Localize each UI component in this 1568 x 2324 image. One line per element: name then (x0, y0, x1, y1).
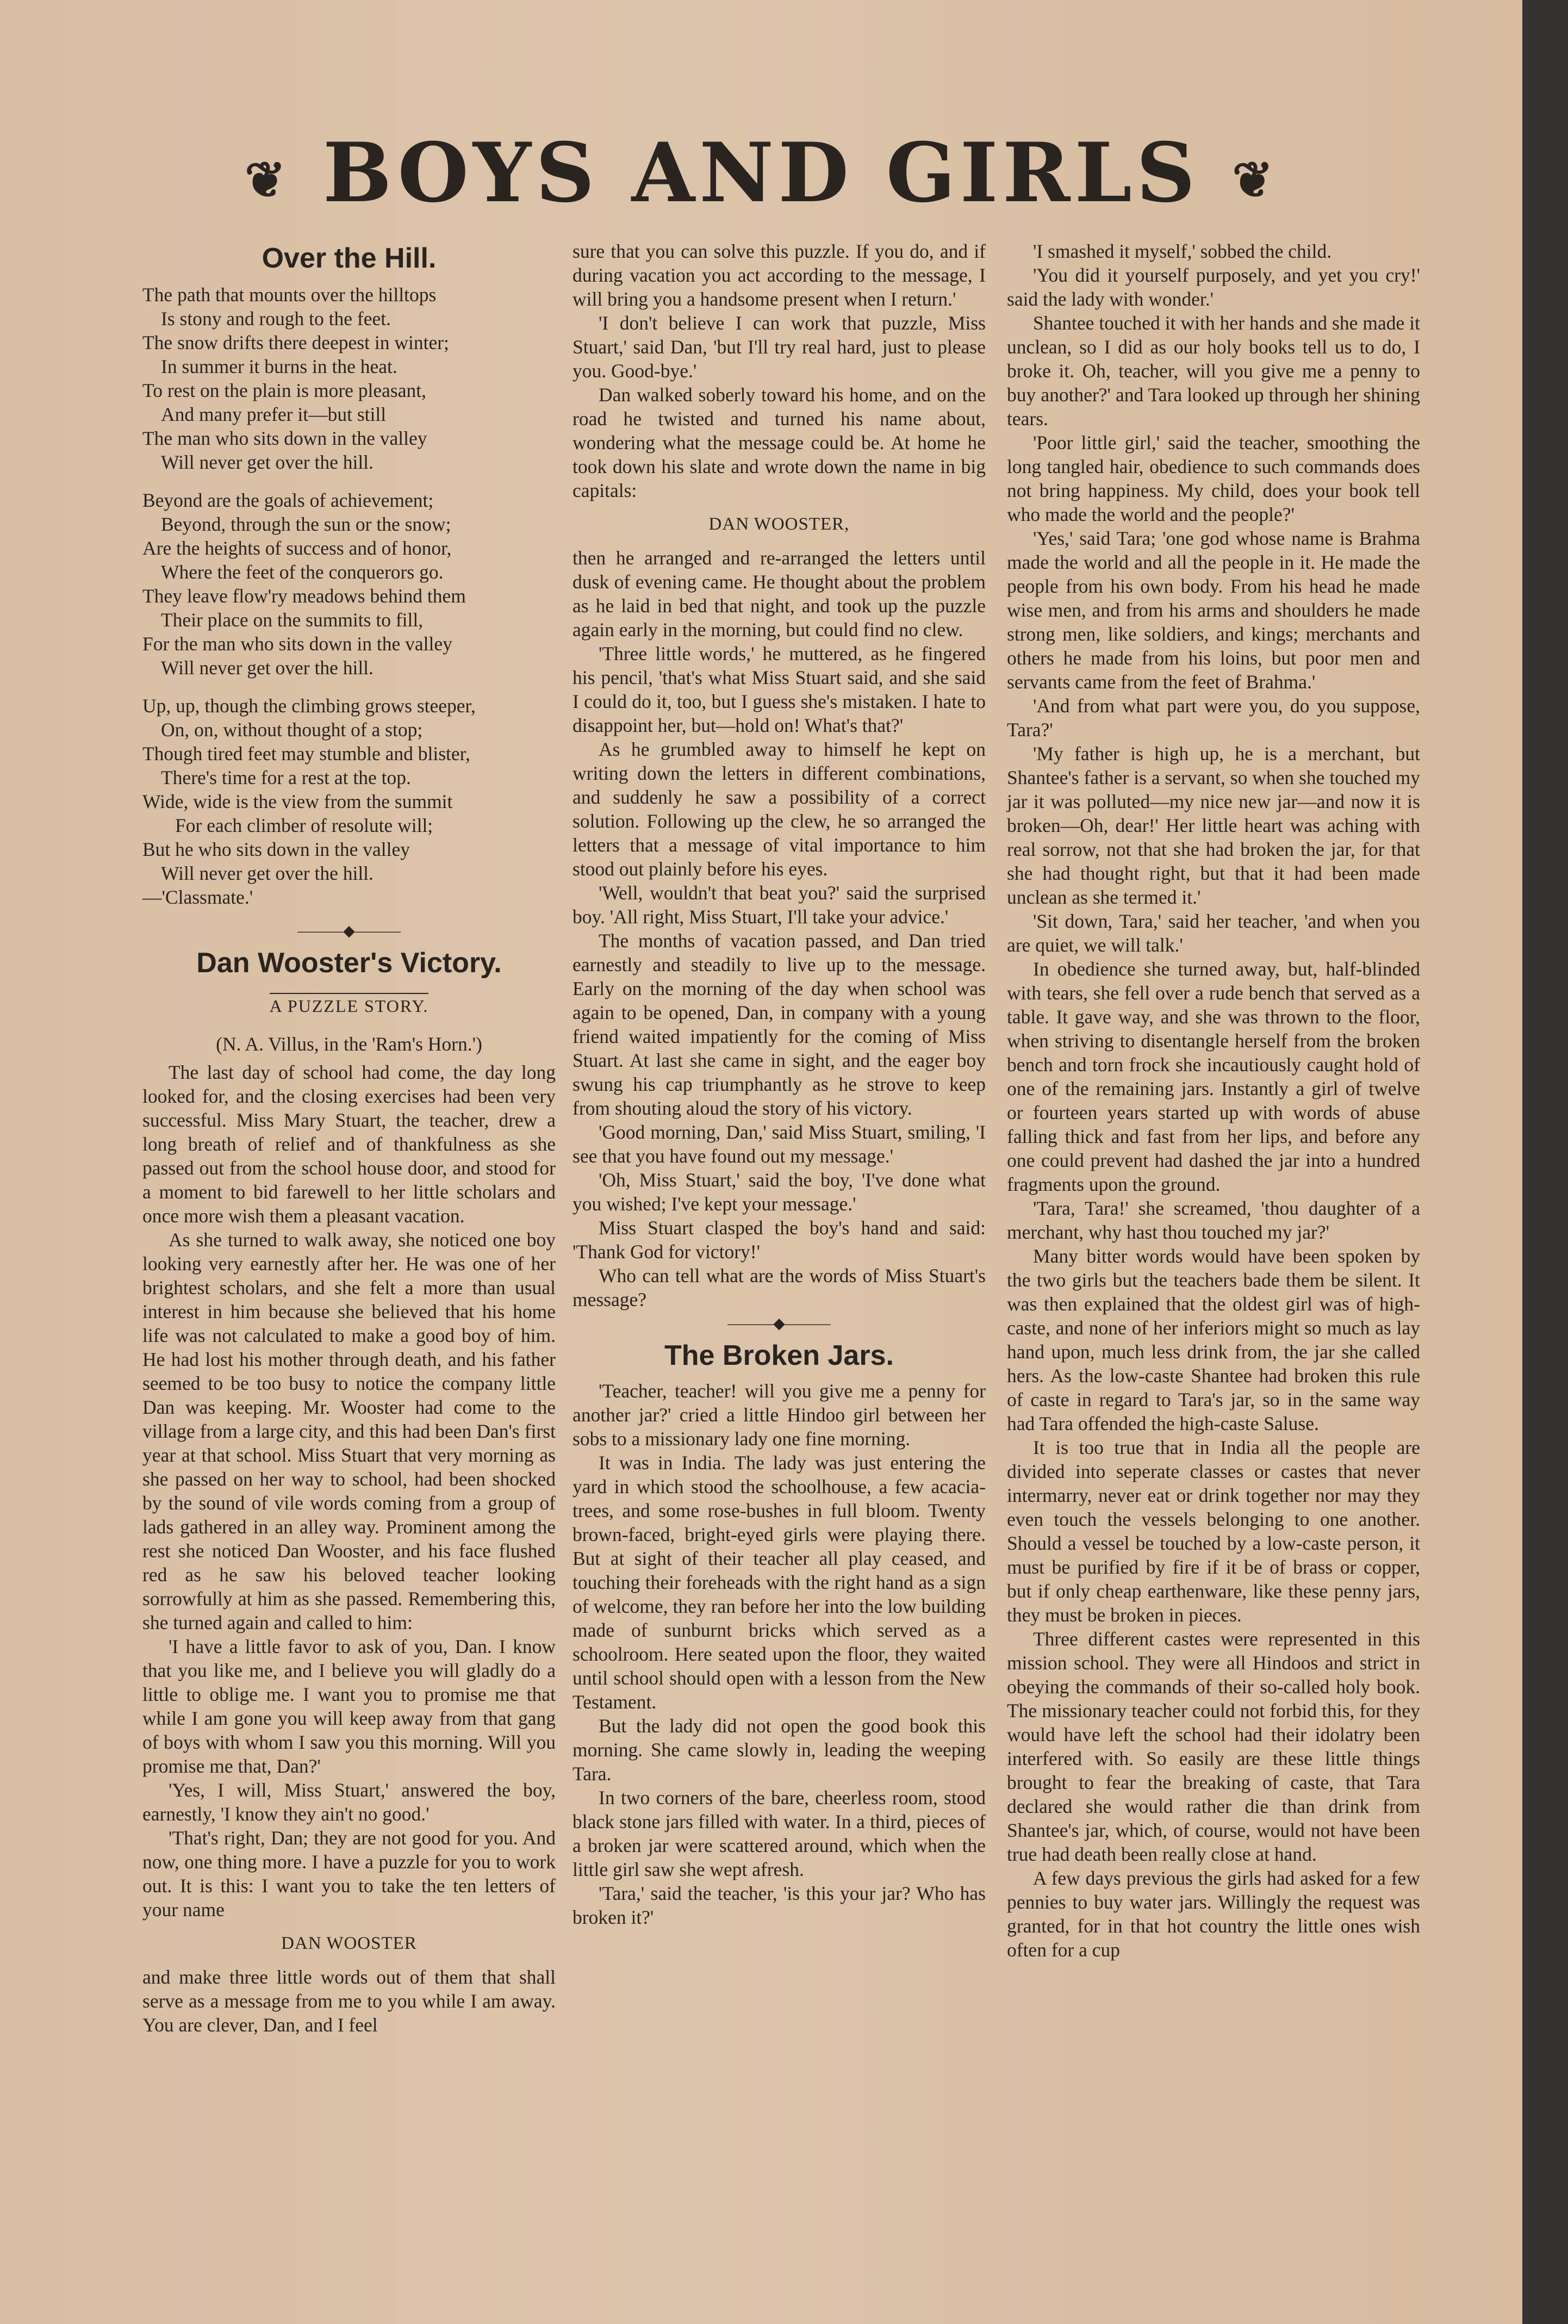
story-paragraph: 'I don't believe I can work that puzzle, Miss Stuart,' said Dan, 'but I'll try real hard, just to please you. Good-bye.' (573, 312, 986, 382)
page-edge-shadow (1522, 0, 1568, 2324)
poem-line: Wide, wide is the view from the summit (142, 791, 453, 812)
story-paragraph: 'Sit down, Tara,' said her teacher, 'and when you are quiet, we will talk.' (1007, 910, 1420, 956)
story-paragraph: As he grumbled away to himself he kept on writing down the letters in different combinations, and suddenly he saw a possibility of a correct solution. Following up the clew, he so arranged the letters that a message of vital importance to him stood out plainly before his eyes. (573, 738, 986, 880)
poem-line: In summer it burns in the heat. (161, 356, 397, 377)
name-display: DAN WOOSTER, (708, 514, 850, 534)
story-paragraph: In obedience she turned away, but, half-blinded with tears, she fell over a rude bench that served as a table. It gave way, and she was thrown to the floor, when striving to disentangle herself from the broken bench and torn frock she incautiously caught hold of one of the remaining jars. Instantly a girl of twelve or fourteen years started up with words of abuse falling thick and fast from her lips, and before any one could prevent had dashed the jar into a hundred fragments upon the ground. (1007, 958, 1420, 1195)
story-paragraph: The last day of school had come, the day long looked for, and the closing exercises had been very successful. Miss Mary Stuart, the teacher, drew a long breath of relief and of thankfulness as she passed out from the school house door, and stood for a moment to bid farewell to her little scholars and once more wish them a pleasant vacation. (142, 1061, 556, 1227)
column-1 (142, 239, 556, 2037)
poem-line: Is stony and rough to the feet. (161, 308, 391, 330)
story-paragraph: 'Tara, Tara!' she screamed, 'thou daughter of a merchant, why hast thou touched my jar?' (1007, 1197, 1420, 1243)
story-paragraph: 'Yes,' said Tara; 'one god whose name is Brahma made the world and all the people in it. He made the people from his own body. From his head he made wise men, and from his arms and shoulders he made strong men, like soldiers, and kings; merchants and others he made from his loins, but poor men and servants came from the feet of Brahma.' (1007, 527, 1420, 693)
poem-line: Will never get over the hill. (161, 451, 374, 473)
section-rule: ———◆——— (727, 1315, 831, 1332)
poem-title: Over the Hill. (262, 243, 437, 274)
masthead (0, 125, 1522, 221)
poem-stanza (142, 488, 556, 680)
column-3 (1007, 239, 1420, 1962)
poem-line: Are the heights of success and of honor, (142, 537, 452, 559)
story-subtitle: A PUZZLE STORY. (142, 994, 556, 1018)
story-paragraph: It is too true that in India all the people are divided into seperate classes or castes that never intermarry, never eat or drink together nor may they even touch the vessels belonging to one another. Should a vessel be touched by a low-caste person, it must be purified by fire if it be of brass or copper, but if only cheap earthenware, like these penny jars, they must be broken in pieces. (1007, 1437, 1420, 1626)
story-title: The Broken Jars. (664, 1340, 894, 1371)
story-byline: (N. A. Villus, in the 'Ram's Horn.') (216, 1033, 482, 1055)
poem-line: —'Classmate.' (142, 886, 253, 908)
story-paragraph: 'Yes, I will, Miss Stuart,' answered the boy, earnestly, 'I know they ain't no good.' (142, 1779, 556, 1825)
story-paragraph: 'Tara,' said the teacher, 'is this your jar? Who has broken it?' (573, 1882, 986, 1928)
poem-line: The snow drifts there deepest in winter; (142, 332, 449, 353)
poem-line: For each climber of resolute will; (175, 815, 433, 836)
story-paragraph: Dan walked soberly toward his home, and on the road he twisted and turned his name about, wondering what the message could be. At home he took down his slate and wrote down the name in big capitals: (573, 384, 986, 501)
story-paragraphs (573, 1379, 986, 1929)
poem-line: Up, up, though the climbing grows steeper, (142, 695, 476, 717)
story-paragraph: It was in India. The lady was just entering the yard in which stood the schoolhouse, a few acacia-trees, and some rose-bushes in full bloom. Twenty brown-faced, bright-eyed girls were playing there. But at sight of their teacher all play ceased, and touching their foreheads with the right hand as a sign of welcome, they ran before her into the low building made of sunburnt bricks which served as a schoolroom. Here seated upon the floor, they waited until school should open with a lesson from the New Testament. (573, 1452, 986, 1713)
story-paragraph: 'My father is high up, he is a merchant, but Shantee's father is a servant, so when she touched my jar it was polluted—my nice new jar—and now it is broken—Oh, dear!' Her little heart was aching with real sorrow, not that she had broken the jar, for that she had thought right, but that it had been made unclean as she termed it.' (1007, 743, 1420, 908)
story-paragraph: As she turned to walk away, she noticed one boy looking very earnestly after her. He was one of her brightest scholars, and she felt a more than usual interest in him because she believed that his home life was not calculated to make a good boy of him. He had lost his mother through death, and his father seemed to be too busy to notice the company little Dan was keeping. Mr. Wooster had come to the village from a large city, and this had been Dan's first year at that school. Miss Stuart that very morning as she passed on her way to school, had been shocked by the sound of vile words coming from a group of lads gathered in an alley way. Prominent among the rest she noticed Dan Wooster, and his face flushed red as he saw his beloved teacher looking sorrowfully at him as she passed. Remembering this, she turned again and called to him: (142, 1229, 556, 1633)
story-paragraph: 'I have a little favor to ask of you, Dan. I know that you like me, and I believe you will gladly do a little to oblige me. I want you to promise me that while I am gone you will keep away from that gang of boys with whom I saw you this morning. Will you promise me that, Dan?' (142, 1636, 556, 1777)
poem-line: And many prefer it—but still (161, 403, 387, 425)
poem-stanza (142, 694, 556, 909)
story-paragraph: Many bitter words would have been spoken by the two girls but the teachers bade them be silent. It was then explained that the oldest girl was of high-caste, and none of her inferiors might so much as lay hand upon, much less drink from, the jar she called hers. As the low-caste Shantee had broken this rule of caste in regard to Tara's jar, so in the same way had Tara offended the high-caste Saluse. (1007, 1245, 1420, 1434)
story-paragraph: 'You did it yourself purposely, and yet you cry!' said the lady with wonder.' (1007, 264, 1420, 310)
story-paragraph: 'Poor little girl,' said the teacher, smoothing the long tangled hair, obedience to such commands does not bring happiness. My child, does your book tell who made the world and the people?' (1007, 432, 1420, 525)
story-paragraph: then he arranged and re-arranged the letters until dusk of evening came. He thought about the problem as he laid in bed that night, and took up the puzzle again early in the morning, but could find no clew. (573, 547, 986, 641)
story-paragraph: In two corners of the bare, cheerless room, stood black stone jars filled with water. In a third, pieces of a broken jar were scattered around, which when the little girl saw she wept afresh. (573, 1787, 986, 1880)
poem-line: For the man who sits down in the valley (142, 633, 452, 655)
story-paragraph: 'Good morning, Dan,' said Miss Stuart, smiling, 'I see that you have found out my message.' (573, 1121, 986, 1167)
masthead-title: BOYS AND GIRLS (322, 125, 1200, 221)
story-paragraph: The months of vacation passed, and Dan tried earnestly and steadily to live up to the message. Early on the morning of the day when school was again to be opened, Dan, in company with a young friend waited impatiently for the coming of Miss Stuart. At last she came in sight, and the eager boy swung his cap triumphantly as he strove to keep from shouting aloud the story of his victory. (573, 930, 986, 1119)
story-paragraph: 'I smashed it myself,' sobbed the child. (1033, 240, 1332, 262)
poem-line: Though tired feet may stumble and blister, (142, 743, 470, 765)
name-display: DAN WOOSTER (281, 1934, 417, 1953)
ornament-left-icon: ❦ (245, 151, 290, 209)
story-paragraph: 'Teacher, teacher! will you give me a penny for another jar?' cried a little Hindoo girl between her sobs to a missionary lady one fine morning. (573, 1380, 986, 1450)
poem-line: Where the feet of the conquerors go. (161, 561, 444, 583)
poem-line: Will never get over the hill. (161, 657, 374, 679)
poem-line: The path that mounts over the hilltops (142, 284, 437, 306)
story-paragraphs (1007, 239, 1420, 1962)
story-paragraph: 'Three little words,' he muttered, as he fingered his pencil, 'that's what Miss Stuart said, and she said I could do it, too, but I guess she's mistaken. I hate to disappoint her, but—hold on! What's that?' (573, 643, 986, 736)
story-paragraphs (573, 642, 986, 1312)
story-paragraph: But the lady did not open the good book this morning. She came slowly in, leading the weeping Tara. (573, 1715, 986, 1785)
poem-line: On, on, without thought of a stop; (161, 719, 423, 741)
story-paragraph: 'And from what part were you, do you suppose, Tara?' (1007, 695, 1420, 741)
poem-stanza (142, 283, 556, 474)
story-title: Dan Wooster's Victory. (196, 947, 502, 979)
story-paragraph: sure that you can solve this puzzle. If you do, and if during vacation you act according to the message, I will bring you a handsome present when I return.' (573, 240, 986, 310)
poem-line: But he who sits down in the valley (142, 838, 410, 860)
poem-line: To rest on the plain is more pleasant, (142, 380, 426, 401)
poem-line: Their place on the summits to fill, (161, 609, 424, 631)
poem-line: They leave flow'ry meadows behind them (142, 585, 466, 607)
story-paragraph: 'Well, wouldn't that beat you?' said the surprised boy. 'All right, Miss Stuart, I'll take your advice.' (573, 882, 986, 928)
story-paragraphs (573, 311, 986, 502)
story-paragraphs (142, 1060, 556, 1922)
story-paragraph: A few days previous the girls had asked for a few pennies to buy water jars. Willingly the request was granted, for in that hot country the little ones wish often for a cup (1007, 1867, 1420, 1961)
poem-line: The man who sits down in the valley (142, 427, 427, 449)
ornament-right-icon: ❦ (1232, 151, 1278, 209)
column-2 (573, 239, 986, 1929)
poem-body (142, 283, 556, 909)
section-rule: ———◆——— (297, 923, 401, 940)
story-paragraph: Shantee touched it with her hands and she made it unclean, so I did as our holy books tell us to do, I broke it. Oh, teacher, will you give me a penny to buy another?' and Tara looked up through her shining tears. (1007, 312, 1420, 430)
story-paragraph: 'That's right, Dan; they are not good for you. And now, one thing more. I have a puzzle for you to work out. It is this: I want you to take the ten letters of your name (142, 1827, 556, 1921)
poem-line: Beyond are the goals of achievement; (142, 489, 434, 511)
story-paragraph: Three different castes were represented in this mission school. They were all Hindoos and strict in obeying the commands of their so-called holy book. The missionary teacher could not forbid this, for they would have left the school had their idolatry been interfered with. So easily are these little things brought to fear the breaking of caste, that Tara declared she would rather die than drink from Shantee's jar, which, of course, would not have been true had death been really close at hand. (1007, 1628, 1420, 1865)
poem-line: Will never get over the hill. (161, 862, 374, 884)
story-paragraph: and make three little words out of them that shall serve as a message from me to you while I am away. You are clever, Dan, and I feel (142, 1966, 556, 2036)
story-paragraph: 'Oh, Miss Stuart,' said the boy, 'I've done what you wished; I've kept your message.' (573, 1169, 986, 1215)
story-paragraph: Miss Stuart clasped the boy's hand and said: 'Thank God for victory!' (573, 1217, 986, 1263)
poem-line: There's time for a rest at the top. (161, 767, 411, 788)
poem-line: Beyond, through the sun or the snow; (161, 513, 451, 535)
story-paragraph: Who can tell what are the words of Miss Stuart's message? (573, 1265, 986, 1310)
